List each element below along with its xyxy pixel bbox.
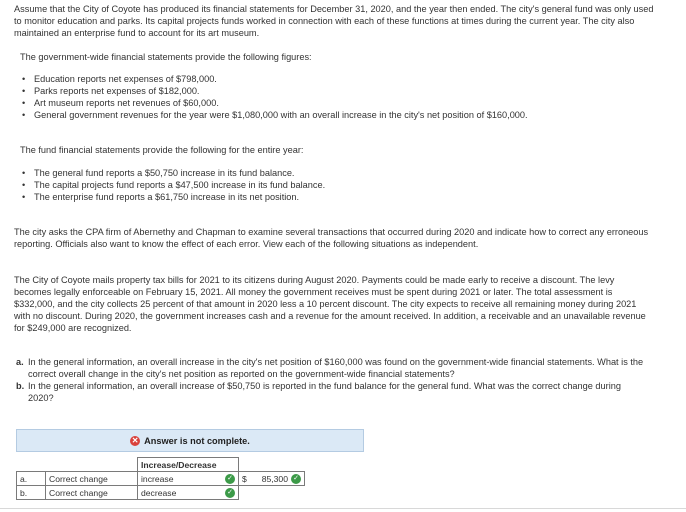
check-icon: ✓	[225, 488, 235, 498]
list-item: • The general fund reports a $50,750 increase in its fund balance.	[20, 167, 325, 179]
direction-value: decrease	[141, 487, 177, 498]
table-row	[17, 472, 305, 486]
row-description: Correct change	[46, 472, 138, 486]
list-item: • The capital projects fund reports a $47,500 increase in its fund balance.	[20, 179, 325, 191]
list-item: • General government revenues for the year were $1,080,000 with an overall increase in the city's net position of $160,000.	[20, 109, 528, 121]
amount-input[interactable]	[239, 472, 305, 486]
question-text: In the general information, an overall increase of $50,750 is reported in the fund balance for the general fund. What was the correct change during 2020?	[28, 381, 621, 403]
direction-select[interactable]	[138, 472, 239, 486]
gov-wide-list	[20, 73, 528, 121]
row-label: b.	[17, 486, 46, 500]
table-row	[17, 486, 305, 500]
fund-list	[20, 167, 325, 203]
questions	[16, 356, 646, 404]
direction-select[interactable]	[138, 486, 239, 500]
question-text: In the general information, an overall increase in the city's net position of $160,000 was found on the government-wide financial statements. What is the correct overall change in the city's net position as reported on the government-wide financial statements?	[28, 357, 644, 379]
list-item: • Art museum reports net revenues of $60,000.	[20, 97, 528, 109]
row-description: Correct change	[46, 486, 138, 500]
status-text: Answer is not complete.	[144, 435, 250, 446]
question-label: b.	[16, 381, 25, 391]
currency-symbol: $	[242, 473, 247, 484]
list-item: • The enterprise fund reports a $61,750 increase in its net position.	[20, 191, 325, 203]
question-label: a.	[16, 357, 24, 367]
fund-heading: The fund financial statements provide the following for the entire year:	[20, 145, 304, 155]
row-label: a.	[17, 472, 46, 486]
answer-table	[16, 457, 305, 500]
question-b	[16, 380, 646, 404]
answer-status-banner	[16, 429, 364, 452]
column-header: Increase/Decrease	[138, 458, 239, 472]
gov-wide-heading: The government-wide financial statements provide the following figures:	[20, 52, 312, 62]
cpa-paragraph: The city asks the CPA firm of Abernethy and Chapman to examine several transactions that occurred during 2020 and indicate how to correct any erroneous reporting. Officials also want to know the effect of each error. View each of the following situations as independent.	[14, 227, 649, 249]
intro-paragraph: Assume that the City of Coyote has produced its financial statements for December 31, 2020, and the year then ended. The city's general fund was only used to monitor education and parks. Its capital projects funds worked in connection with each of these functions at times during the current year. The city also maintained an enterprise fund to account for its art museum.	[14, 4, 654, 38]
tax-paragraph: The City of Coyote mails property tax bills for 2021 to its citizens during August 2020. Payments could be made early to receive a discount. The levy becomes legally enforceable on February 15, 2021. All money the government receives must be spent during 2021 or later. The total assessment is $332,000, and the city collects 25 percent of that amount in 2020 less a 10 percent discount. The city expects to receive all remaining money during 2021 with no discount. During 2020, the government increases cash and a revenue for the amount received. In addition, a receivable and an unavailable revenue for $249,000 are recognized.	[14, 275, 646, 333]
amount-value: 85,300	[261, 473, 288, 484]
list-item: • Education reports net expenses of $798,000.	[20, 73, 528, 85]
list-item: • Parks reports net expenses of $182,000.	[20, 85, 528, 97]
check-icon: ✓	[291, 474, 301, 484]
check-icon: ✓	[225, 474, 235, 484]
x-circle-icon: ✕	[131, 435, 139, 445]
direction-value: increase	[141, 473, 174, 484]
divider	[0, 508, 686, 509]
question-a	[16, 356, 646, 380]
